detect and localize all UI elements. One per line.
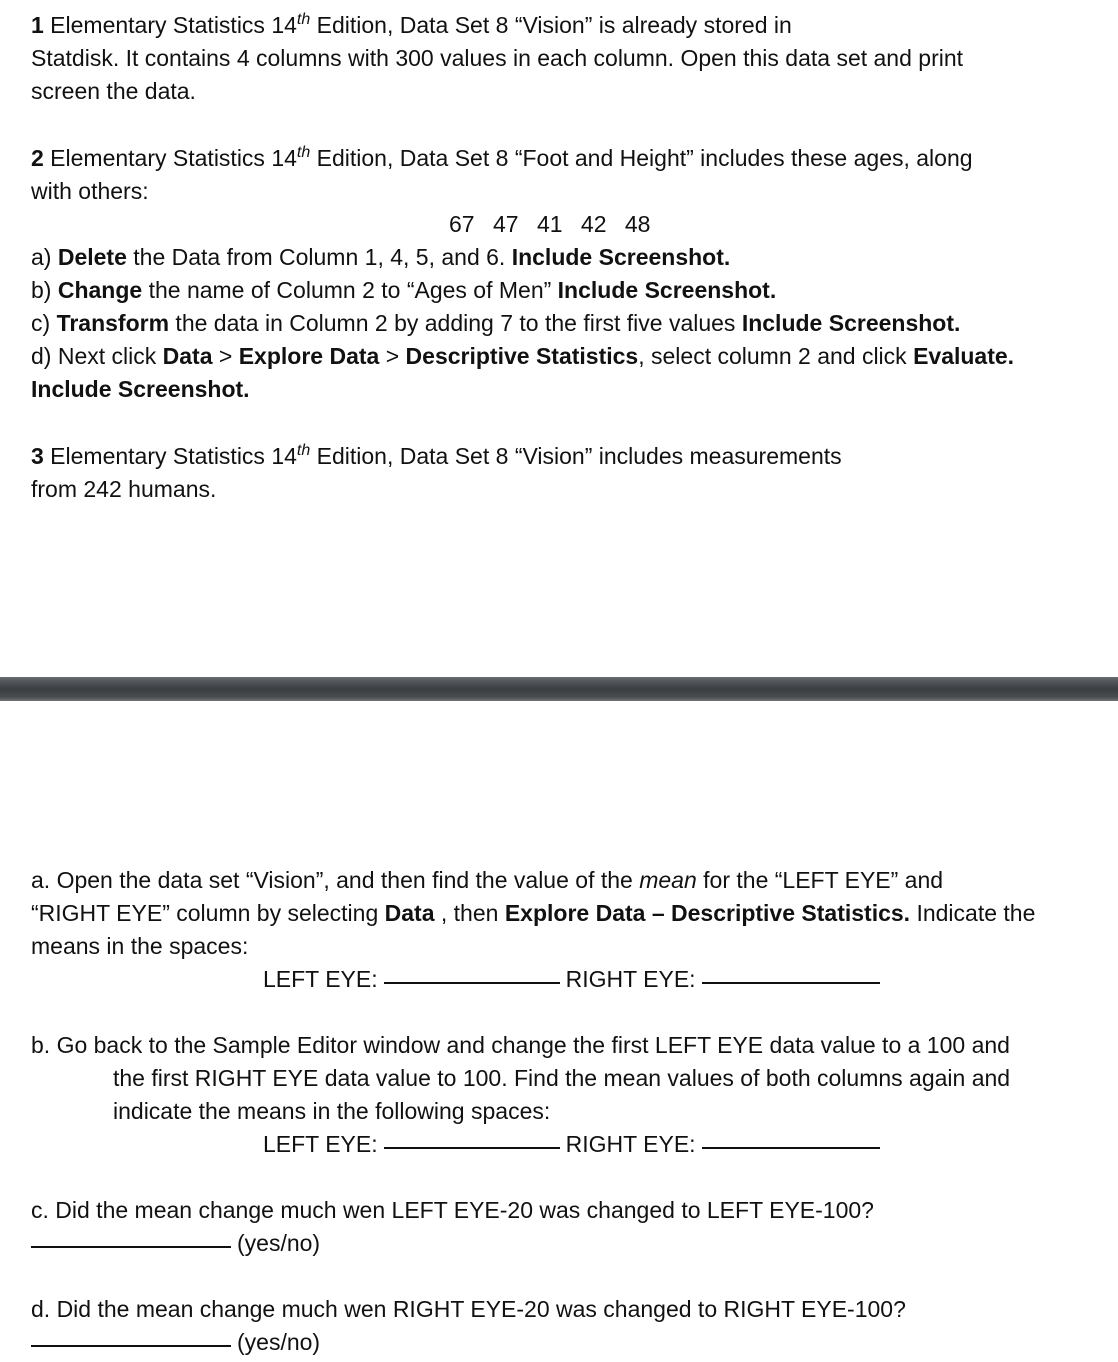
q2-d-gt2: > (379, 343, 406, 369)
qa-t1: a. Open the data set “Vision”, and then find the value of the (31, 867, 640, 893)
qa-answer-row (31, 963, 1098, 996)
q2-b-text: the name of Column 2 to “Ages of Men” (142, 277, 558, 303)
q2-d-gt1: > (212, 343, 239, 369)
qa-left-eye-blank[interactable] (384, 982, 560, 984)
q2-number: 2 (31, 145, 44, 171)
qc-line1: c. Did the mean change much wen LEFT EYE-20 was changed to LEFT EYE-100? (31, 1197, 874, 1223)
q2-item-b (31, 274, 1098, 307)
q2-item-c (31, 307, 1098, 340)
q2-ages: 67 47 41 42 48 (449, 211, 651, 237)
question-part-a (31, 864, 1098, 996)
q1-text-a: Elementary Statistics 14 (43, 12, 297, 38)
qa-data: Data (384, 900, 435, 926)
q1-sup: th (296, 11, 311, 28)
question-part-d (31, 1293, 1098, 1359)
qb-answer-row (31, 1128, 1098, 1161)
qa-line3: means in the spaces: (31, 933, 249, 959)
qc-answer-row (31, 1227, 1098, 1260)
q2-line1 (31, 142, 1098, 175)
qd-answer-row (31, 1326, 1098, 1359)
q2-a-include: Include Screenshot. (511, 244, 731, 270)
q2-item-a (31, 241, 1098, 274)
q2-text-a: Elementary Statistics 14 (43, 145, 297, 171)
qc-yesno: (yes/no) (237, 1230, 321, 1256)
q1-line1 (31, 9, 1098, 42)
qa-mean: mean (639, 867, 697, 893)
qa-line2 (31, 897, 1098, 930)
qa-right-eye-label: RIGHT EYE: (565, 966, 696, 992)
qd-line1: d. Did the mean change much wen RIGHT EYE-20 was changed to RIGHT EYE-100? (31, 1296, 906, 1322)
q2-b-prefix: b) (31, 277, 58, 303)
q2-c-prefix: c) (31, 310, 57, 336)
qb-line3: indicate the means in the following spaces: (113, 1098, 551, 1124)
qb-left-eye-label: LEFT EYE: (263, 1131, 378, 1157)
qa-explore: Explore Data – Descriptive Statistics. (504, 900, 911, 926)
q2-d-data: Data (162, 343, 213, 369)
q1-text-b: Edition, Data Set 8 “Vision” is already stored in (310, 12, 792, 38)
q3-sup: th (296, 442, 311, 459)
q2-a-prefix: a) (31, 244, 58, 270)
qb-left-eye-blank[interactable] (384, 1147, 560, 1149)
question-2 (31, 142, 1098, 406)
q2-b-verb: Change (57, 277, 143, 303)
qd-answer-blank[interactable] (31, 1345, 231, 1347)
qa-t3: “RIGHT EYE” column by selecting (31, 900, 385, 926)
qb-right-eye-label: RIGHT EYE: (565, 1131, 696, 1157)
q2-line2: with others: (31, 178, 149, 204)
q1-line3: screen the data. (31, 78, 196, 104)
q2-d-desc: Descriptive Statistics (405, 343, 639, 369)
qa-left-eye-label: LEFT EYE: (263, 966, 378, 992)
question-part-c (31, 1194, 1098, 1260)
q2-d-explore: Explore Data (238, 343, 380, 369)
q3-text-b: Edition, Data Set 8 “Vision” includes measurements (310, 443, 842, 469)
qa-right-eye-blank[interactable] (702, 982, 880, 984)
question-part-b (31, 1029, 1098, 1161)
q3-text-a: Elementary Statistics 14 (43, 443, 297, 469)
q2-d-prefix: d) Next click (31, 343, 163, 369)
q2-item-d (31, 340, 1098, 373)
qb-line1: b. Go back to the Sample Editor window and change the first LEFT EYE data value to a 100 and (31, 1032, 1010, 1058)
qc-answer-blank[interactable] (31, 1246, 231, 1248)
q2-d-include-line (31, 373, 1098, 406)
q2-sup: th (296, 144, 311, 161)
q2-d-include: Include Screenshot. (31, 376, 250, 402)
q2-c-verb: Transform (56, 310, 170, 336)
q1-number: 1 (31, 12, 44, 38)
q2-c-text: the data in Column 2 by adding 7 to the first five values (169, 310, 742, 336)
q3-line1 (31, 440, 1098, 473)
question-3 (31, 440, 1098, 506)
q3-line2: from 242 humans. (31, 476, 217, 502)
q1-line2: Statdisk. It contains 4 columns with 300 values in each column. Open this data set and print (31, 45, 964, 71)
qd-yesno: (yes/no) (237, 1329, 321, 1355)
q2-c-include: Include Screenshot. (741, 310, 961, 336)
q2-a-verb: Delete (57, 244, 127, 270)
qa-t5: Indicate the (910, 900, 1036, 926)
q2-b-include: Include Screenshot. (557, 277, 777, 303)
qa-t2: for the “LEFT EYE” and (696, 867, 944, 893)
q2-text-b: Edition, Data Set 8 “Foot and Height” includes these ages, along (310, 145, 973, 171)
q2-a-text: the Data from Column 1, 4, 5, and 6. (126, 244, 512, 270)
q2-d-text: , select column 2 and click (638, 343, 914, 369)
qb-line2: the first RIGHT EYE data value to 100. Find the mean values of both columns again and (113, 1065, 1011, 1091)
qa-line1 (31, 864, 1098, 897)
qa-t4: , then (434, 900, 505, 926)
q3-number: 3 (31, 443, 44, 469)
page-divider (0, 677, 1118, 701)
question-1 (31, 9, 1098, 108)
qb-right-eye-blank[interactable] (702, 1147, 880, 1149)
q2-d-evaluate: Evaluate. (913, 343, 1015, 369)
